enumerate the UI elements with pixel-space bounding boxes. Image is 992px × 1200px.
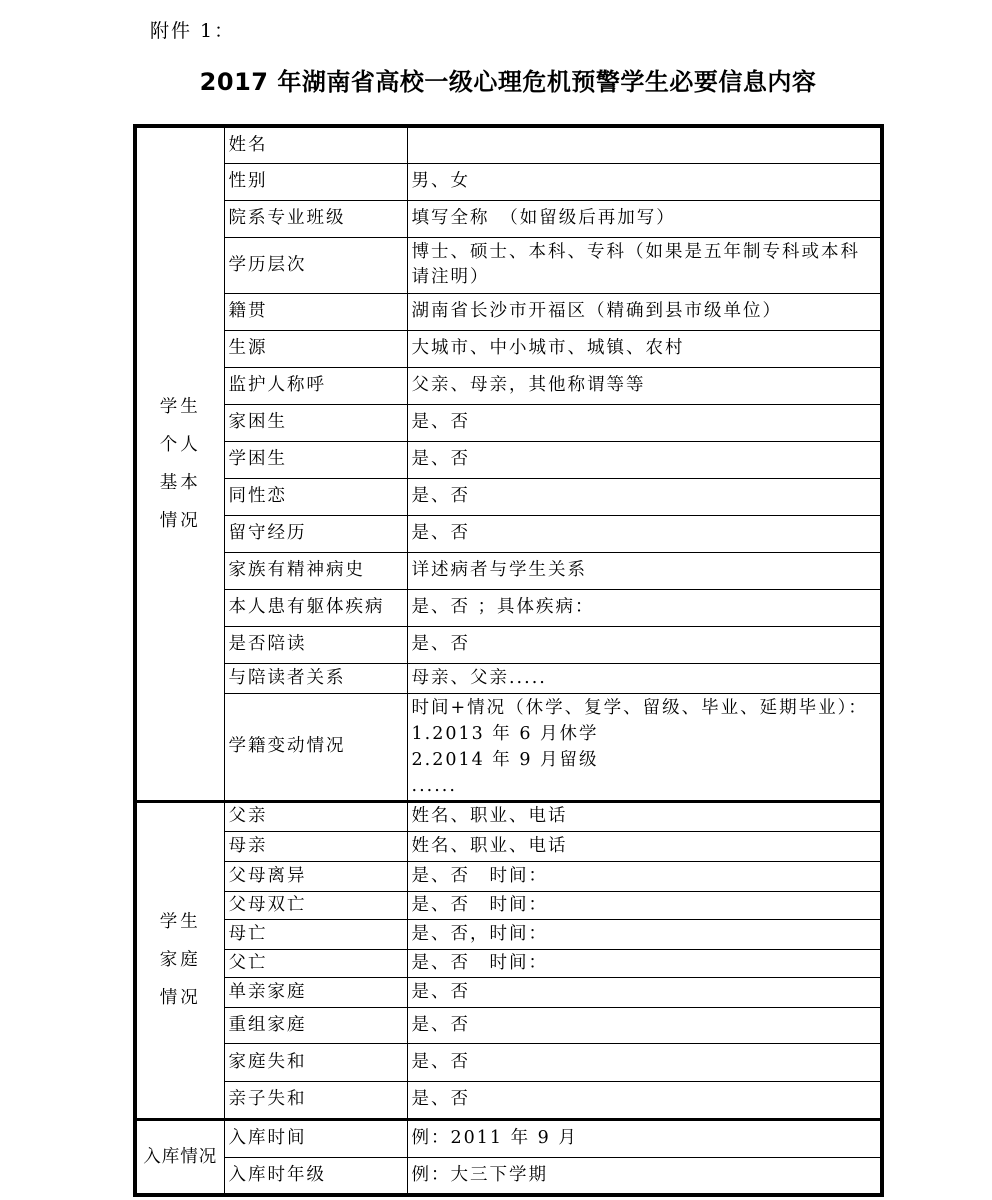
- field-label: 监护人称呼: [224, 367, 407, 404]
- category-line: 情况: [159, 510, 201, 531]
- value-line: 详述病者与学生关系: [411, 560, 587, 580]
- field-value: [407, 478, 882, 515]
- table-row: [135, 589, 882, 626]
- field-label: 亲子失和: [224, 1081, 407, 1119]
- table-row: [135, 200, 882, 237]
- field-value: [407, 515, 882, 552]
- value-line: 1.2013 年 6 月休学: [411, 723, 599, 744]
- attachment-label: 附件 1：: [150, 20, 236, 42]
- field-value: [407, 919, 882, 949]
- table-row: [135, 1007, 882, 1043]
- category-line: 个人: [159, 434, 201, 455]
- value-line: 大城市、中小城市、城镇、农村: [411, 338, 685, 358]
- field-value: [407, 861, 882, 891]
- field-value: [407, 1157, 882, 1195]
- table-row: [135, 693, 882, 801]
- field-label: 留守经历: [224, 515, 407, 552]
- value-line: 是、否 时间：: [411, 952, 548, 973]
- section-category: [135, 126, 224, 801]
- value-line: 母亲、父亲.....: [411, 667, 547, 688]
- field-label: 本人患有躯体疾病: [224, 589, 407, 626]
- info-table: [133, 124, 884, 1197]
- value-line: 是、否 时间：: [411, 894, 548, 915]
- table-row: [135, 367, 882, 404]
- value-line: 是、否: [411, 449, 470, 469]
- field-label: 是否陪读: [224, 626, 407, 663]
- table-row: [135, 626, 882, 663]
- info-table-body: [135, 126, 882, 1195]
- value-line: 是、否，时间：: [411, 923, 548, 944]
- field-label: 单亲家庭: [224, 977, 407, 1007]
- table-row: [135, 441, 882, 478]
- field-value: [407, 589, 882, 626]
- field-value: [407, 441, 882, 478]
- table-row: [135, 663, 882, 693]
- field-label: 姓名: [224, 126, 407, 163]
- table-row: [135, 293, 882, 330]
- field-value: [407, 237, 882, 293]
- field-value: [407, 552, 882, 589]
- field-value: [407, 200, 882, 237]
- table-row: [135, 478, 882, 515]
- value-line: 博士、硕士、本科、专科（如果是五年制专科或本科: [411, 242, 860, 262]
- table-row: [135, 861, 882, 891]
- field-label: 与陪读者关系: [224, 663, 407, 693]
- value-line: 姓名、职业、电话: [411, 806, 568, 826]
- field-value: [407, 626, 882, 663]
- category-line: 家庭: [159, 950, 201, 970]
- field-label: 生源: [224, 330, 407, 367]
- value-line: 湖南省长沙市开福区（精确到县市级单位）: [411, 301, 782, 321]
- value-line: 例：大三下学期: [411, 1164, 548, 1185]
- value-line: 男、女: [411, 171, 470, 191]
- value-line: 时间+情况（休学、复学、留级、毕业、延期毕业）：: [411, 697, 868, 718]
- category-line: 学生: [159, 396, 201, 417]
- field-label: 父母离异: [224, 861, 407, 891]
- field-label: 父亡: [224, 949, 407, 977]
- table-row: [135, 1043, 882, 1081]
- value-line: 2.2014 年 9 月留级: [411, 749, 599, 770]
- table-row: [135, 919, 882, 949]
- field-value: [407, 693, 882, 801]
- field-value: [407, 404, 882, 441]
- table-row: [135, 831, 882, 861]
- category-line: 情况: [159, 988, 201, 1008]
- section-category: [135, 1119, 224, 1195]
- table-row: [135, 163, 882, 200]
- table-row: [135, 1119, 882, 1157]
- value-line: 是、否: [411, 523, 470, 543]
- value-line: 请注明）: [411, 267, 490, 287]
- value-line: 是、否 时间：: [411, 865, 548, 886]
- table-row: [135, 515, 882, 552]
- table-row: [135, 891, 882, 919]
- field-value: [407, 949, 882, 977]
- field-label: 籍贯: [224, 293, 407, 330]
- table-row: [135, 404, 882, 441]
- field-label: 重组家庭: [224, 1007, 407, 1043]
- field-value: [407, 891, 882, 919]
- value-line: 是、否: [411, 412, 470, 432]
- field-label: 性别: [224, 163, 407, 200]
- field-value: [407, 293, 882, 330]
- table-row: [135, 801, 882, 831]
- field-label: 家庭失和: [224, 1043, 407, 1081]
- category-line: 入库情况: [143, 1146, 218, 1167]
- value-line: 是、否: [411, 1014, 470, 1035]
- field-label: 家困生: [224, 404, 407, 441]
- field-value: [407, 1081, 882, 1119]
- table-row: [135, 552, 882, 589]
- table-row: [135, 237, 882, 293]
- field-value: [407, 1119, 882, 1157]
- value-line: 是、否 ；具体疾病：: [411, 597, 595, 617]
- field-value: [407, 977, 882, 1007]
- field-value: [407, 1007, 882, 1043]
- page-title: 2017 年湖南省高校一级心理危机预警学生必要信息内容: [199, 68, 817, 96]
- field-value: [407, 126, 882, 163]
- table-row: [135, 949, 882, 977]
- field-label: 学困生: [224, 441, 407, 478]
- field-value: [407, 663, 882, 693]
- field-label: 同性恋: [224, 478, 407, 515]
- field-label: 父母双亡: [224, 891, 407, 919]
- value-line: 是、否: [411, 486, 470, 506]
- value-line: 是、否: [411, 634, 470, 654]
- value-line: 是、否: [411, 1089, 470, 1109]
- field-label: 学历层次: [224, 237, 407, 293]
- field-label: 入库时间: [224, 1119, 407, 1157]
- field-value: [407, 831, 882, 861]
- field-value: [407, 367, 882, 404]
- category-line: 学生: [159, 912, 201, 932]
- field-label: 院系专业班级: [224, 200, 407, 237]
- table-row: [135, 126, 882, 163]
- table-row: [135, 1157, 882, 1195]
- value-line: 是、否: [411, 1051, 470, 1072]
- field-label: 入库时年级: [224, 1157, 407, 1195]
- field-value: [407, 163, 882, 200]
- field-value: [407, 801, 882, 831]
- field-label: 母亲: [224, 831, 407, 861]
- value-line: 填写全称 （如留级后再加写）: [411, 208, 676, 228]
- value-line: 例：2011 年 9 月: [411, 1128, 578, 1148]
- field-value: [407, 330, 882, 367]
- table-row: [135, 977, 882, 1007]
- field-value: [407, 1043, 882, 1081]
- table-row: [135, 330, 882, 367]
- value-line: 姓名、职业、电话: [411, 835, 568, 856]
- category-line: 基本: [159, 472, 201, 493]
- field-label: 学籍变动情况: [224, 693, 407, 801]
- field-label: 父亲: [224, 801, 407, 831]
- section-category: [135, 801, 224, 1119]
- value-line: 是、否: [411, 981, 470, 1002]
- field-label: 母亡: [224, 919, 407, 949]
- table-row: [135, 1081, 882, 1119]
- value-line: ......: [411, 775, 457, 796]
- value-line: 父亲、母亲，其他称谓等等: [411, 375, 646, 395]
- field-label: 家族有精神病史: [224, 552, 407, 589]
